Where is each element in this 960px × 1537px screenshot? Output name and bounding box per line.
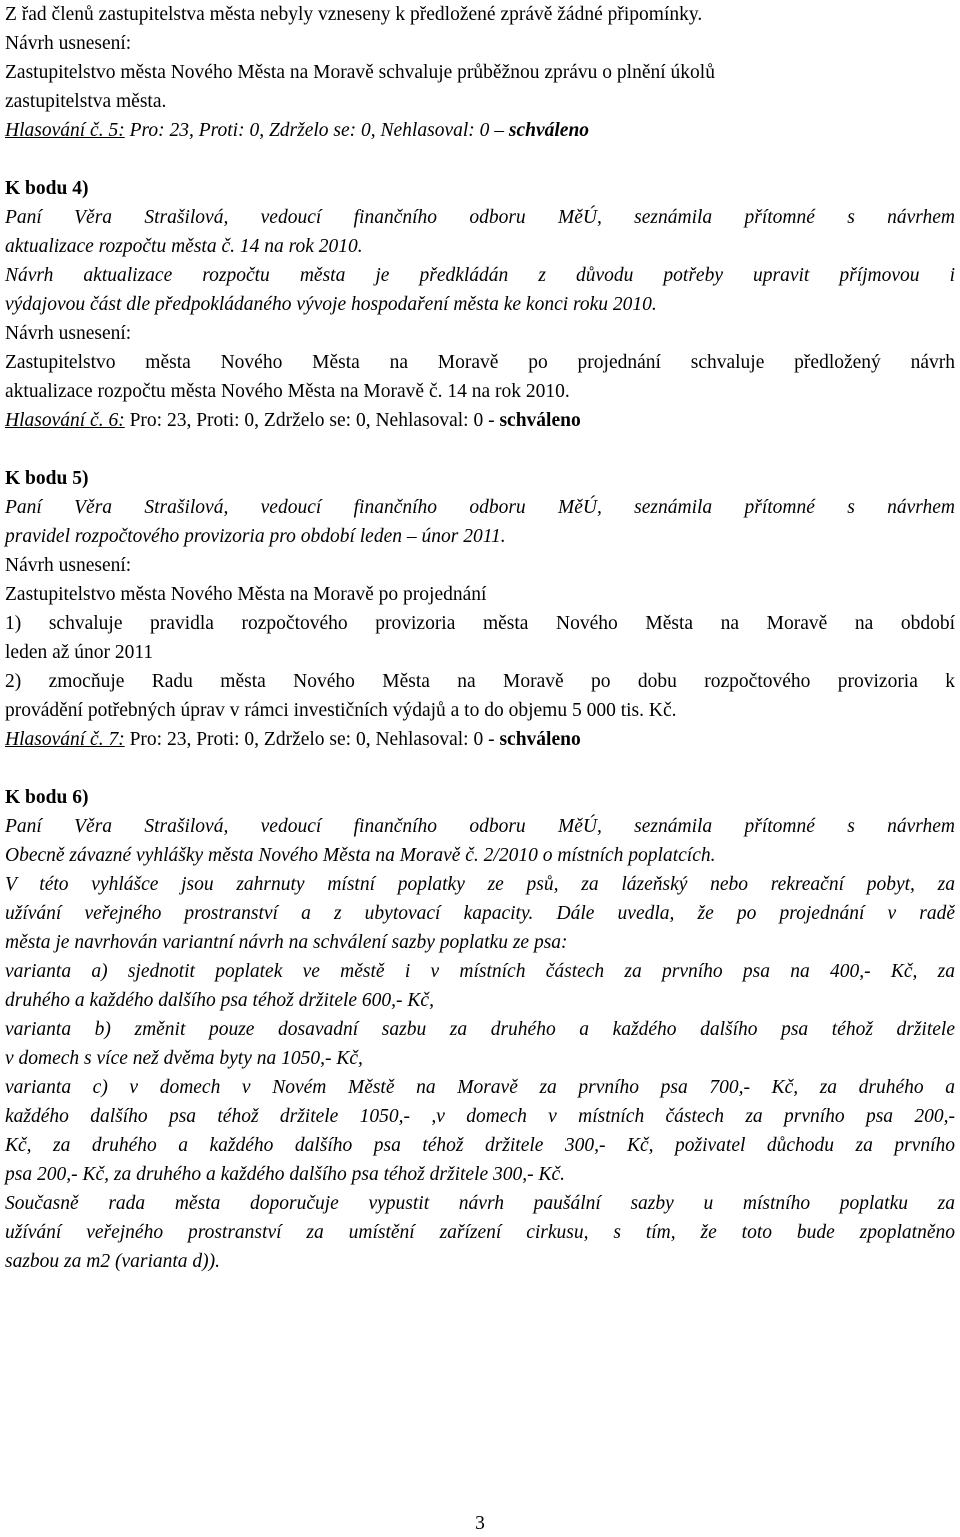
proposal-label: Návrh usnesení: [5, 323, 132, 344]
vote-line [5, 406, 955, 435]
paragraph-line: varianta a) sjednotit poplatek ve městě i v místních částech za prvního psa na 400,- Kč, za [5, 961, 955, 982]
proposal-item-line: 1) schvaluje pravidla rozpočtového provizoria města Nového Města na Moravě na období [5, 613, 955, 634]
paragraph-line: aktualizace rozpočtu města č. 14 na rok 2010. [5, 236, 363, 257]
paragraph-line: každého dalšího psa téhož držitele 1050,- ,v domech v místních částech za prvního psa 200,- [5, 1106, 955, 1127]
intro-text: Z řad členů zastupitelstva města nebyly vzneseny k předložené zprávě žádné připomínky. [5, 4, 703, 25]
vote-result: schváleno [499, 729, 581, 750]
vote-result: schváleno [508, 120, 590, 141]
spacer [5, 145, 955, 174]
proposal-text-line: zastupitelstva města. [5, 91, 167, 112]
proposal-text-line: Zastupitelstvo města Nového Města na Moravě po projednání schvaluje předložený návrh [5, 352, 955, 373]
paragraph-line: Návrh aktualizace rozpočtu města je předkládán z důvodu potřeby upravit příjmovou i [5, 265, 955, 286]
paragraph-line: psa 200,- Kč, za druhého a každého dalšího psa téhož držitele 300,- Kč. [5, 1164, 566, 1185]
vote-text: Pro: 23, Proti: 0, Zdrželo se: 0, Nehlasoval: 0 - [124, 410, 500, 431]
paragraph-line: výdajovou část dle předpokládaného vývoje hospodaření města ke konci roku 2010. [5, 294, 657, 315]
paragraph-line: užívání veřejného prostranství za umístění zařízení cirkusu, s tím, že toto bude zpoplatněno [5, 1222, 955, 1243]
proposal-item-line: 2) zmocňuje Radu města Nového Města na Moravě po dobu rozpočtového provizoria k [5, 671, 955, 692]
spacer [5, 435, 955, 464]
proposal-text-line: aktualizace rozpočtu města Nového Města na Moravě č. 14 na rok 2010. [5, 381, 570, 402]
paragraph-line: druhého a každého dalšího psa téhož držitele 600,- Kč, [5, 990, 434, 1011]
vote-label: Hlasování č. 5: [5, 120, 125, 141]
paragraph-line: varianta b) změnit pouze dosavadní sazbu za druhého a každého dalšího psa téhož držitele [5, 1019, 955, 1040]
paragraph-line: V této vyhlášce jsou zahrnuty místní poplatky ze psů, za lázeňský nebo rekreační pobyt, za [5, 874, 955, 895]
section-heading: K bodu 5) [5, 468, 89, 489]
vote-line [5, 116, 955, 145]
vote-label: Hlasování č. 7: [5, 729, 125, 750]
proposal-item-line: provádění potřebných úprav v rámci investičních výdajů a to do objemu 5 000 tis. Kč. [5, 700, 677, 721]
document-page [5, 0, 955, 1276]
vote-result: schváleno [499, 410, 581, 431]
proposal-text-line: Zastupitelstvo města Nového Města na Moravě po projednání [5, 584, 487, 605]
vote-text: Pro: 23, Proti: 0, Zdrželo se: 0, Nehlasoval: 0 - [124, 729, 500, 750]
proposal-text-line: Zastupitelstvo města Nového Města na Moravě schvaluje průběžnou zprávu o plnění úkolů [5, 62, 715, 83]
page-number: 3 [475, 1513, 485, 1534]
section-heading: K bodu 4) [5, 178, 89, 199]
paragraph-line: Obecně závazné vyhlášky města Nového Města na Moravě č. 2/2010 o místních poplatcích. [5, 845, 716, 866]
paragraph-line: Kč, za druhého a každého dalšího psa téhož držitele 300,- Kč, poživatel důchodu za prvního [5, 1135, 955, 1156]
paragraph-line: Paní Věra Strašilová, vedoucí finančního odboru MěÚ, seznámila přítomné s návrhem [5, 497, 955, 518]
section-heading: K bodu 6) [5, 787, 89, 808]
paragraph-line: v domech s více než dvěma byty na 1050,- Kč, [5, 1048, 363, 1069]
vote-label: Hlasování č. 6: [5, 410, 125, 431]
paragraph-line: Paní Věra Strašilová, vedoucí finančního odboru MěÚ, seznámila přítomné s návrhem [5, 207, 955, 228]
paragraph-line: Současně rada města doporučuje vypustit návrh paušální sazby u místního poplatku za [5, 1193, 955, 1214]
spacer [5, 754, 955, 783]
paragraph-line: sazbou za m2 (varianta d)). [5, 1251, 221, 1272]
paragraph-line: Paní Věra Strašilová, vedoucí finančního odboru MěÚ, seznámila přítomné s návrhem [5, 816, 955, 837]
proposal-item-line: leden až únor 2011 [5, 642, 154, 663]
vote-text: Pro: 23, Proti: 0, Zdrželo se: 0, Nehlasoval: 0 – [124, 120, 509, 141]
paragraph-line: města je navrhován variantní návrh na schválení sazby poplatku ze psa: [5, 932, 568, 953]
proposal-label: Návrh usnesení: [5, 33, 132, 54]
vote-line [5, 725, 955, 754]
proposal-label: Návrh usnesení: [5, 555, 132, 576]
paragraph-line: pravidel rozpočtového provizoria pro období leden – únor 2011. [5, 526, 506, 547]
paragraph-line: varianta c) v domech v Novém Městě na Moravě za prvního psa 700,- Kč, za druhého a [5, 1077, 955, 1098]
paragraph-line: užívání veřejného prostranství a z ubytovací kapacity. Dále uvedla, že po projednání v radě [5, 903, 955, 924]
